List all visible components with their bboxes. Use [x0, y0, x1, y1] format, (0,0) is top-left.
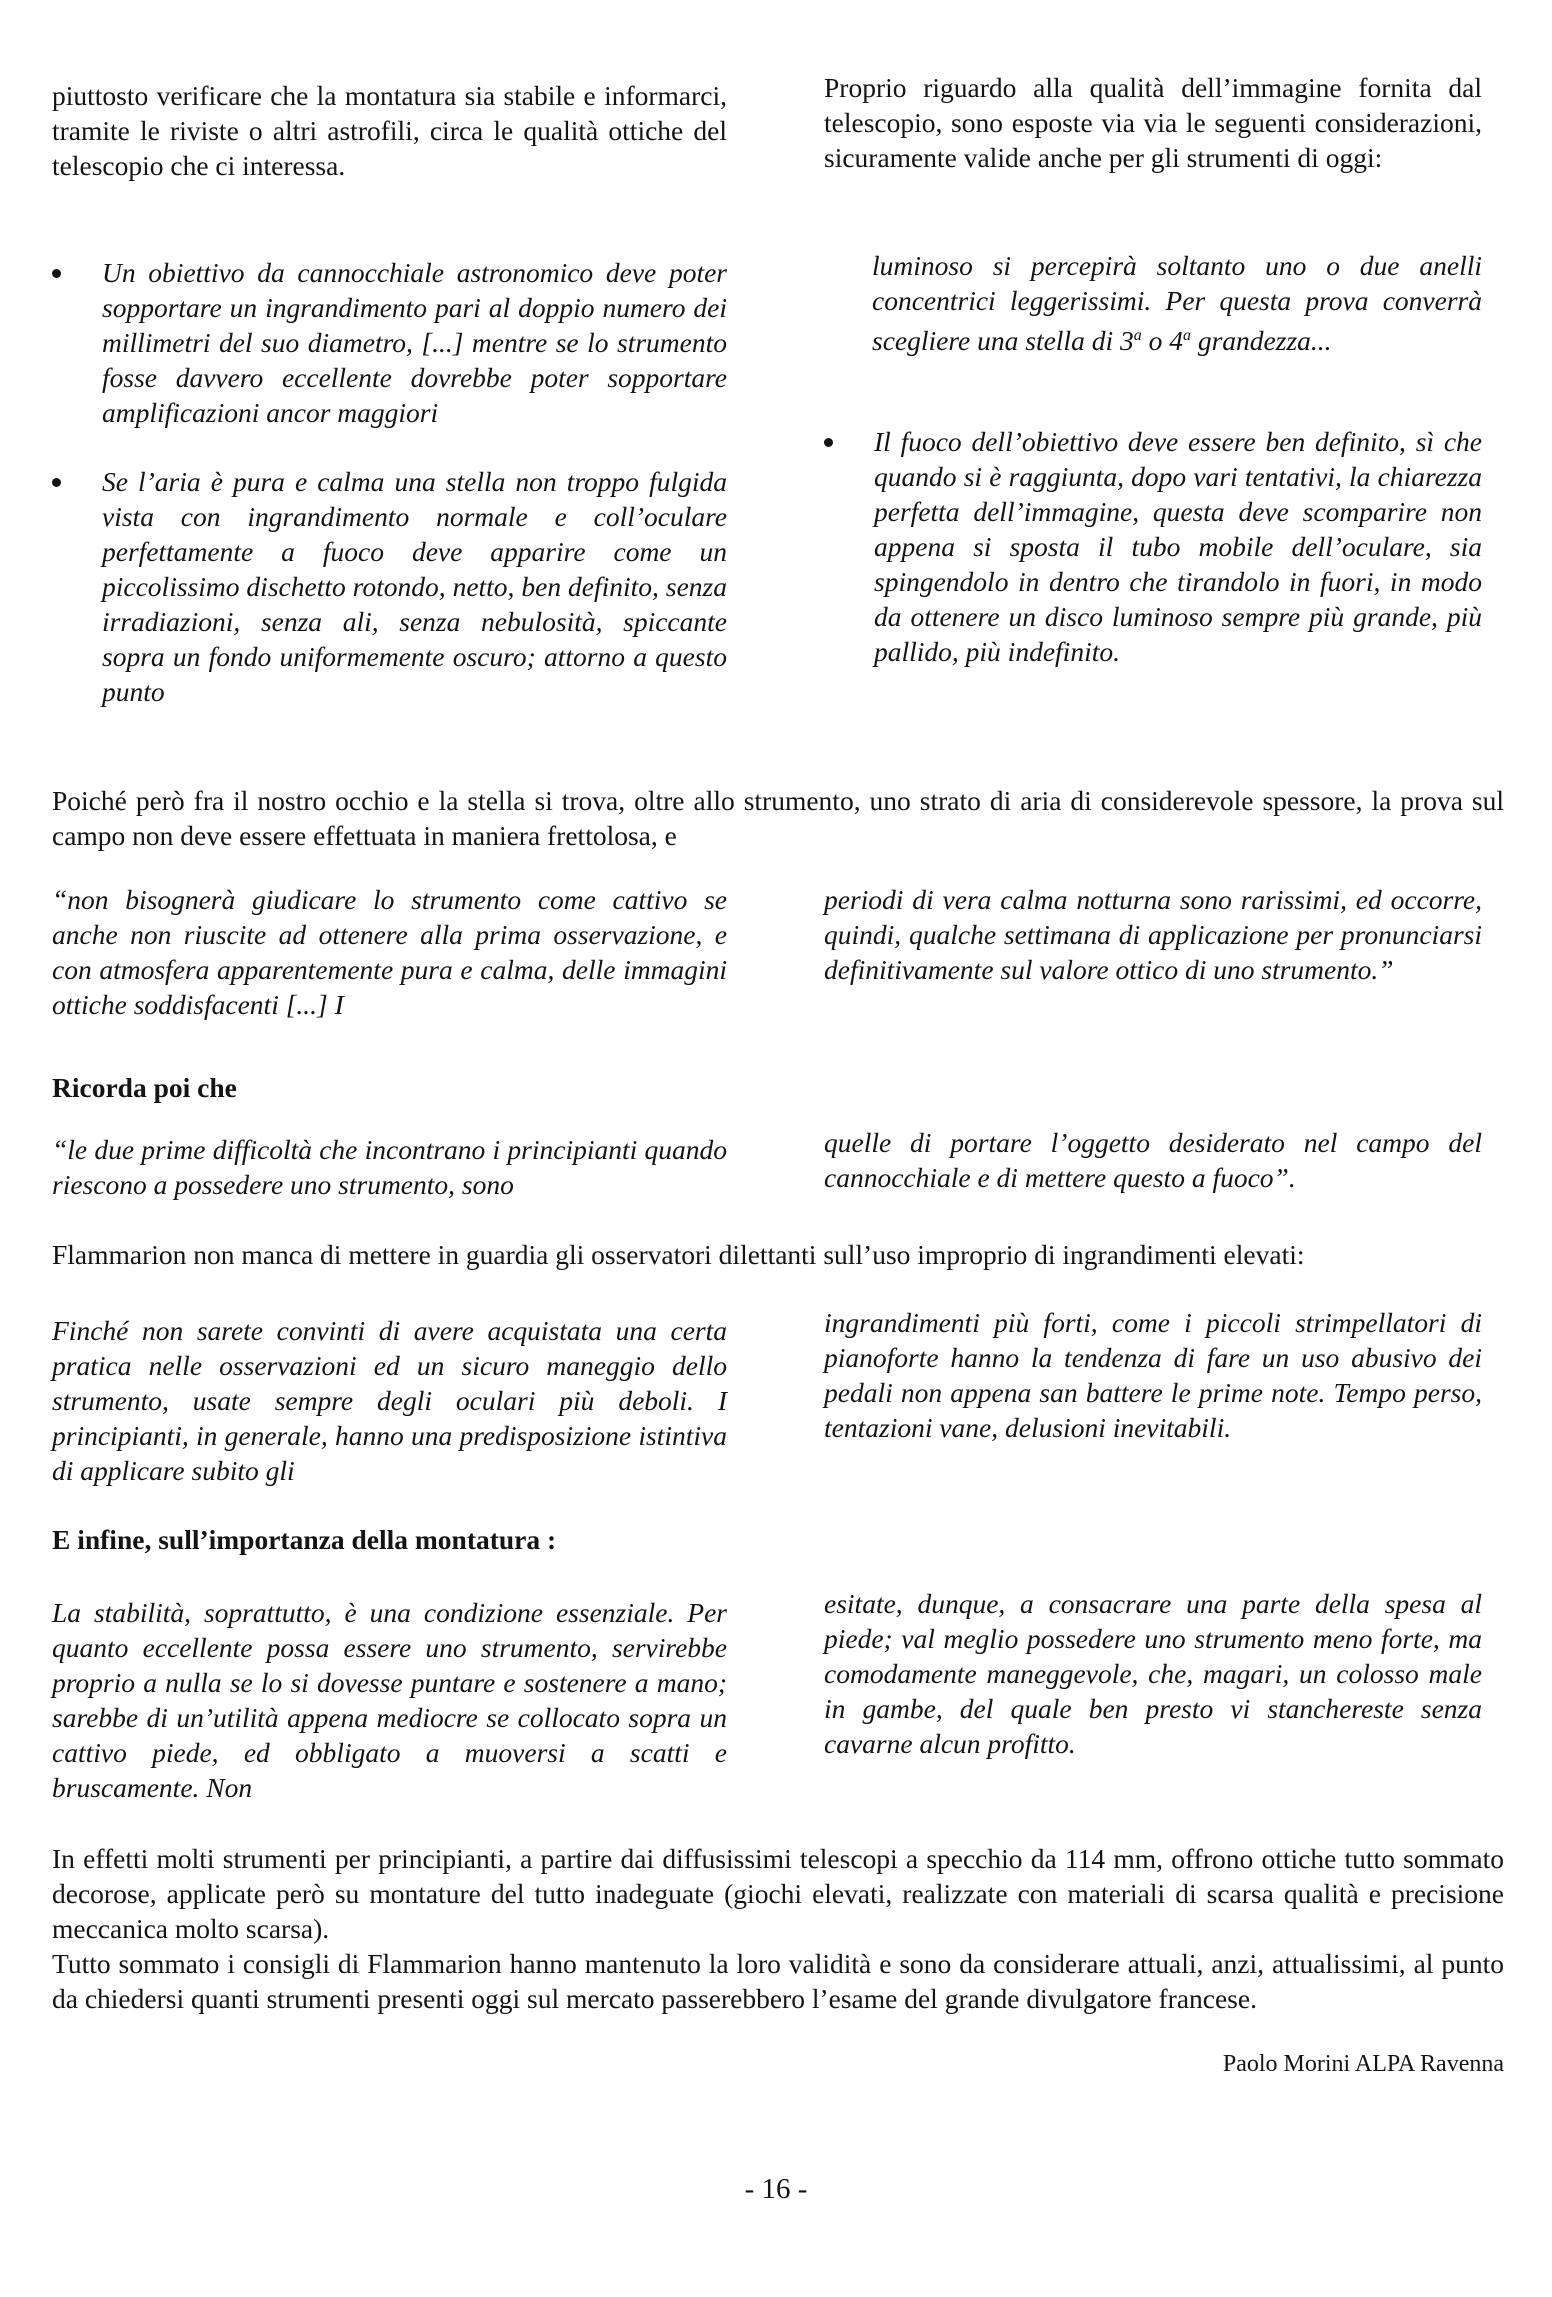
bullet-item-ingrandimento: Un obiettivo da cannocchiale astronomico deve poter sopportare un ingrandimento pari al doppio numero dei millimetri del suo diametro, [...] mentre se lo strumento fosse davvero eccellente dovrebbe poter sopportare amplificazioni ancor maggiori	[52, 255, 727, 430]
author-signature: Paolo Morini ALPA Ravenna	[1222, 2051, 1504, 2077]
heading-ricorda: Ricorda poi che	[52, 1072, 237, 1103]
quote1-left: “non bisognerà giudicare lo strumento come cattivo se anche non riuscite ad ottenere alla prima osservazione, e con atmosfera apparentemente pura e calma, delle immagini ottiche soddisfacenti [...] I	[52, 884, 727, 1020]
quote2-right: quelle di portare l’oggetto desiderato nel campo del cannocchiale e di mettere questo a fuoco”.	[824, 1127, 1482, 1193]
paragraph-tutto-sommato: Tutto sommato i consigli di Flammarion hanno mantenuto la loro validità e sono da considerare attuali, anzi, attualissimi, al punto da chiedersi quanti strumenti presenti oggi sul mercato passerebbero l’esame del grande divulgatore francese.	[52, 1948, 1504, 2014]
page-number: - 16 -	[744, 2173, 808, 2205]
quote2-left: “le due prime difficoltà che incontrano i principianti quando riescono a possedere uno strumento, sono	[52, 1134, 727, 1200]
bullet-icon	[52, 269, 61, 278]
quote1-right: periodi di vera calma notturna sono rarissimi, ed occorre, quindi, qualche settimana di applicazione per pronunciarsi definitivamente sul valore ottico di uno strumento.”	[824, 884, 1482, 985]
quote3-left: Finché non sarete convinti di avere acquistata una certa pratica nelle osservazioni ed un sicuro maneggio dello strumento, usate sempre degli oculari più deboli. I principianti, in generale, hanno una predisposizione istintiva di applicare subito gli	[52, 1315, 727, 1486]
right-bullet-list	[824, 424, 1482, 669]
heading-infine: E infine, sull’importanza della montatura :	[52, 1524, 557, 1555]
bullet-item-fuoco: Il fuoco dell’obiettivo deve essere ben definito, sì che quando si è raggiunta, dopo vari tentativi, la chiarezza perfetta dell’immagine, questa deve scomparire non appena si sposta il tubo mobile dell’oculare, sia spingendolo in dentro che tirandolo in fuori, in modo da ottenere un disco luminoso sempre più grande, più pallido, più indefinito.	[824, 424, 1482, 669]
bullet-item-aria-pura: Se l’aria è pura e calma una stella non troppo fulgida vista con ingrandimento normale e coll’oculare perfettamente a fuoco deve apparire come un piccolissimo dischetto rotondo, netto, ben definito, senza irradiazioni, senza ali, senza nebulosità, spiccante sopra un fondo uniformemente oscuro; attorno a questo punto	[52, 464, 727, 709]
bullet-icon	[52, 478, 61, 487]
quote4-left: La stabilità, soprattutto, è una condizione essenziale. Per quanto eccellente possa essere uno strumento, servirebbe proprio a nulla se lo si dovesse puntare e sostenere a mano; sarebbe di un’utilità appena mediocre se collocato sopra un cattivo piede, ed obbligato a muoversi a scatti e bruscamente. Non	[52, 1597, 727, 1803]
paragraph-poiche: Poiché però fra il nostro occhio e la stella si trova, oltre allo strumento, uno strato di aria di considerevole spessore, la prova sul campo non deve essere effettuata in maniera frettolosa, e	[52, 785, 1504, 851]
intro-left-paragraph: piuttosto verificare che la montatura sia stabile e informarci, tramite le riviste o altri astrofili, circa le qualità ottiche del telescopio che ci interessa.	[52, 80, 727, 181]
paragraph-in-effetti: In effetti molti strumenti per principianti, a partire dai diffusissimi telescopi a specchio da 114 mm, offrono ottiche tutto sommato decorose, applicate però su montature del tutto inadeguate (giochi elevati, realizzate con materiali di scarsa qualità e precisione meccanica molto scarsa).	[52, 1843, 1504, 1944]
left-bullet-list	[52, 255, 727, 709]
paragraph-flammarion: Flammarion non manca di mettere in guardia gli osservatori dilettanti sull’uso improprio di ingrandimenti elevati:	[52, 1239, 1305, 1270]
intro-right-paragraph: Proprio riguardo alla qualità dell’immagine fornita dal telescopio, sono esposte via via le seguenti considerazioni, sicuramente valide anche per gli strumenti di oggi:	[824, 72, 1482, 173]
bullet-icon	[824, 438, 833, 447]
right-continuation-text: luminoso si percepirà soltanto uno o due anelli concentrici leggerissimi. Per questa prova converrà scegliere una stella di 3$^a$ o 4$^a$ grandezza...	[872, 250, 1482, 357]
quote3-right: ingrandimenti più forti, come i piccoli strimpellatori di pianoforte hanno la tendenza di fare un uso abusivo dei pedali non appena san battere le prime note. Tempo perso, tentazioni vane, delusioni inevitabili.	[824, 1307, 1482, 1443]
quote4-right: esitate, dunque, a consacrare una parte della spesa al piede; val meglio possedere uno strumento meno forte, ma comodamente maneggevole, che, magari, un colosso male in gambe, del quale ben presto vi stanchereste senza cavarne alcun profitto.	[824, 1588, 1482, 1759]
